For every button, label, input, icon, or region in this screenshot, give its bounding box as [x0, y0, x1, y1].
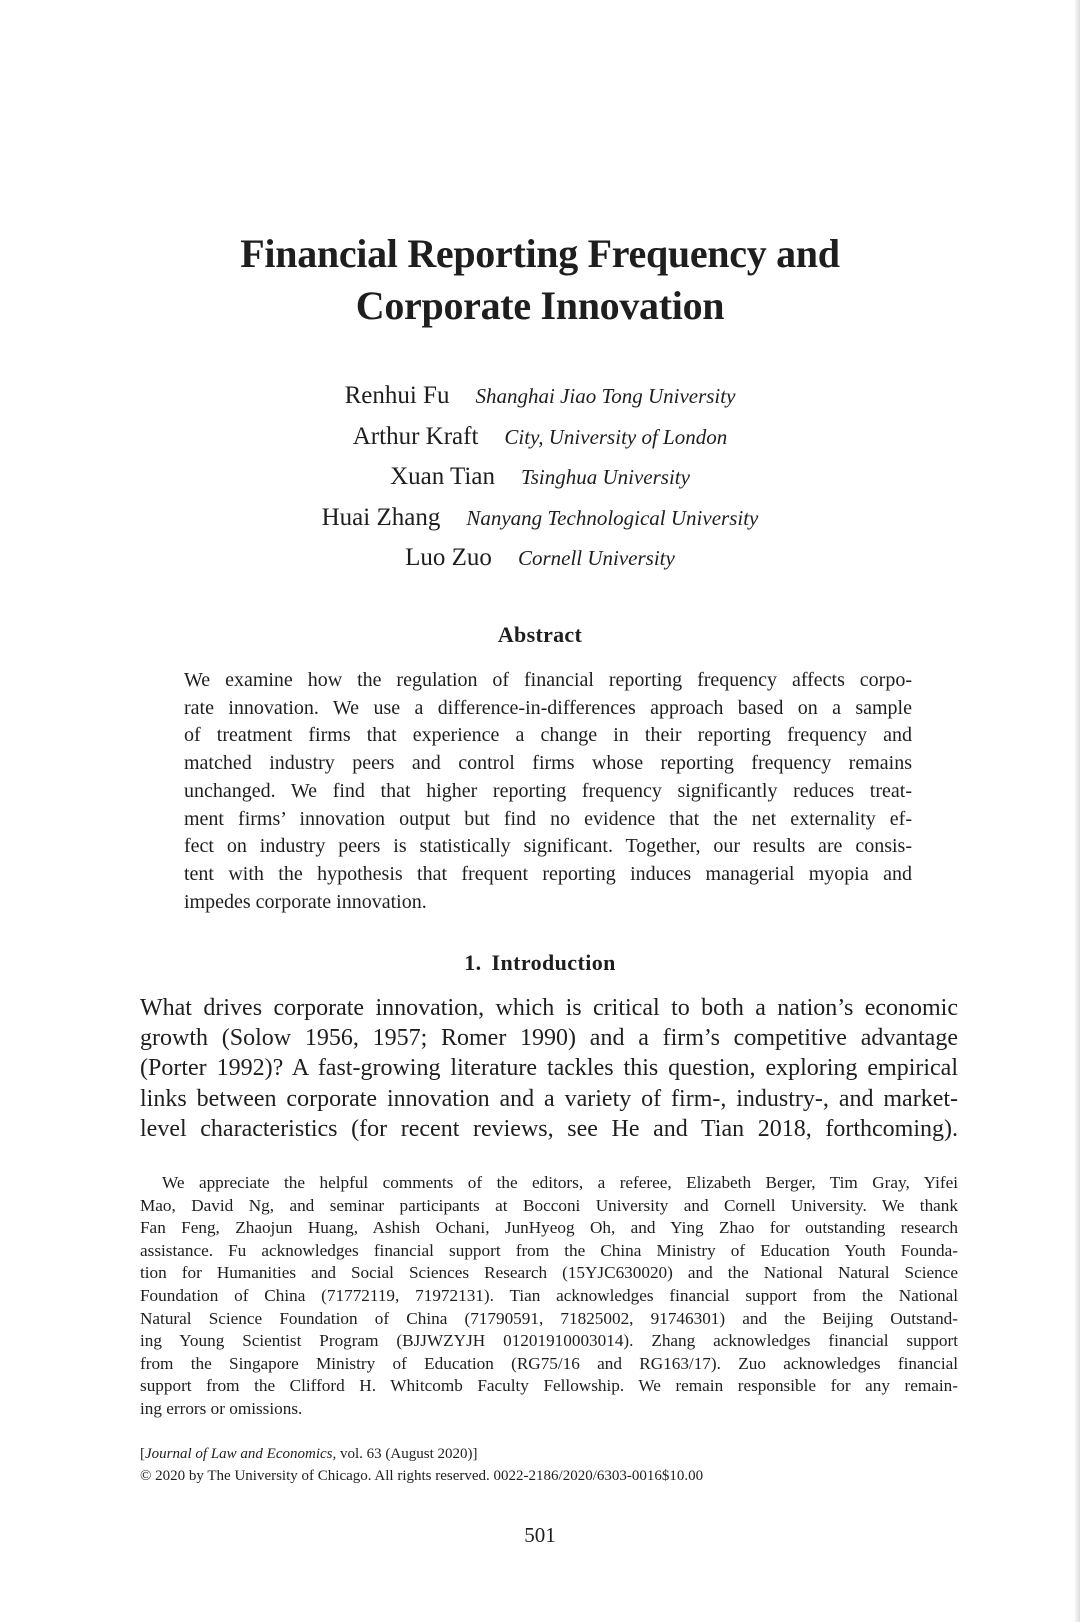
author-name: Xuan Tian [390, 463, 495, 490]
author-entry [0, 417, 1080, 458]
footnote-line: Natural Science Foundation of China (71790591, 71825002, 91746301) and the Beijing Outstand- [140, 1308, 958, 1328]
abstract-line: We examine how the regulation of financial reporting frequency affects corpo- [184, 669, 912, 691]
abstract-line: unchanged. We find that higher reporting frequency significantly reduces treat- [184, 779, 912, 802]
abstract-line: impedes corporate innovation. [184, 890, 427, 913]
footnote-line: ing errors or omissions. [140, 1398, 303, 1418]
abstract-line: matched industry peers and control firms whose reporting frequency remains [184, 752, 912, 775]
paper-title [140, 228, 940, 332]
copyright-line: © 2020 by The University of Chicago. All rights reserved. 0022-2186/2020/6303-0016$10.00 [140, 1468, 704, 1484]
abstract-line: ment firms’ innovation output but find no evidence that the net externality ef- [184, 807, 912, 830]
journal-citation [140, 1443, 958, 1487]
footnote-line: from the Singapore Ministry of Education (RG75/16 and RG163/17). Zuo acknowledges financial [140, 1353, 958, 1373]
introduction-paragraph [140, 993, 958, 1144]
author-name: Arthur Kraft [352, 422, 479, 450]
footnote-line: tion for Humanities and Social Sciences Research (15YJC630020) and the National Natural Science [140, 1263, 958, 1283]
author-affiliation: Shanghai Jiao Tong University [475, 384, 736, 408]
footnote-line: We appreciate the helpful comments of the editors, a referee, Elizabeth Berger, Tim Gray, Yifei [162, 1173, 958, 1192]
author-name: Huai Zhang [321, 503, 441, 531]
footnote-line: Foundation of China (71772119, 71972131). Tian acknowledges financial support from the National [140, 1285, 958, 1305]
author-entry [0, 498, 1080, 539]
body-line: links between corporate innovation and a variety of firm-, industry-, and market- [140, 1085, 958, 1112]
abstract-heading: Abstract [497, 622, 583, 647]
journal-name: Journal of Law and Economics, [145, 1446, 337, 1462]
author-affiliation: Nanyang Technological University [466, 505, 759, 530]
journal-volume: vol. 63 (August 2020)] [336, 1446, 478, 1462]
footnote-line: support from the Clifford H. Whitcomb Faculty Fellowship. We remain responsible for any remain- [140, 1376, 958, 1396]
body-line: (Porter 1992)? A fast-growing literature tackles this question, exploring empirical [140, 1055, 958, 1082]
paper-title-line-2: Corporate Innovation [355, 283, 725, 328]
footnote-line: assistance. Fu acknowledges financial support from the China Ministry of Education Youth Founda- [140, 1240, 958, 1260]
section-title: Introduction [491, 950, 616, 975]
footnote-line: ing Young Scientist Program (BJJWZYJH 01201910003014). Zhang acknowledges financial support [140, 1331, 958, 1351]
author-name: Luo Zuo [405, 544, 492, 571]
section-heading-introduction [0, 950, 1080, 976]
page-edge-shadow [1074, 0, 1080, 1622]
footnote-line: Mao, David Ng, and seminar participants at Bocconi University and Cornell University. We thank [140, 1195, 958, 1215]
citation-line [140, 1443, 958, 1465]
footnote-line: Fan Feng, Zhaojun Huang, Ashish Ochani, JunHyeog Oh, and Ying Zhao for outstanding research [140, 1218, 958, 1238]
section-number: 1. [464, 950, 482, 975]
author-affiliation: Cornell University [517, 546, 675, 570]
body-line: level characteristics (for recent reviews, see He and Tian 2018, forthcoming). [140, 1115, 958, 1142]
acknowledgment-footnote [140, 1172, 958, 1421]
abstract-body [184, 667, 912, 916]
citation-bracket: [ [140, 1446, 145, 1462]
author-name: Renhui Fu [344, 382, 450, 409]
abstract-line: tent with the hypothesis that frequent reporting induces managerial myopia and [184, 862, 912, 885]
abstract-line: fect on industry peers is statistically significant. Together, our results are consis- [184, 835, 912, 858]
body-line: What drives corporate innovation, which is critical to both a nation’s economic [140, 995, 958, 1021]
body-line: growth (Solow 1956, 1957; Romer 1990) and a firm’s competitive advantage [140, 1025, 958, 1052]
author-entry [0, 538, 1080, 579]
abstract-line: rate innovation. We use a difference-in-differences approach based on a sample [184, 696, 912, 719]
page-number: 501 [524, 1523, 556, 1547]
author-affiliation: Tsinghua University [520, 465, 690, 489]
paper-title-line-1: Financial Reporting Frequency and [240, 231, 840, 276]
author-list [0, 376, 1080, 579]
author-entry [0, 457, 1080, 498]
author-affiliation: City, University of London [504, 424, 728, 449]
abstract-line: of treatment firms that experience a change in their reporting frequency and [184, 724, 912, 747]
author-entry [0, 376, 1080, 417]
